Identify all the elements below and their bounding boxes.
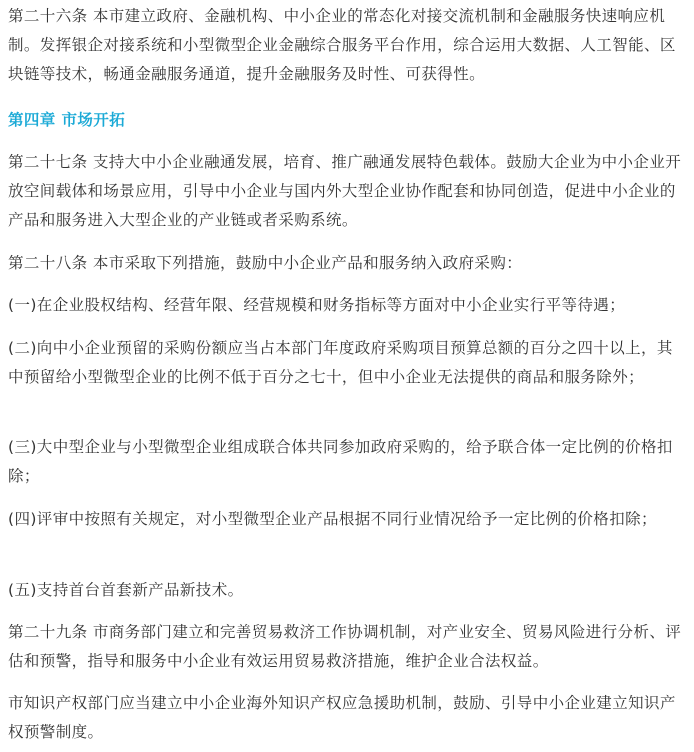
chapter-heading: 第四章 市场开拓 — [8, 111, 126, 129]
measure-3-item: (三)大中型企业与小型微型企业组成联合体共同参加政府采购的，给予联合体一定比例的价格扣除； — [8, 438, 673, 485]
measure-4-item: (四)评审中按照有关规定，对小型微型企业产品根据不同行业情况给予一定比例的价格扣除； — [8, 510, 657, 528]
measure-5-item: (五)支持首台首套新产品新技术。 — [8, 581, 244, 599]
article-27-paragraph: 第二十七条 支持大中小企业融通发展，培育、推广融通发展特色载体。鼓励大企业为中小企业开放空间载体和场景应用，引导中小企业与国内外大型企业协作配套和协同创造，促进中小企业的产品和服务进入大型企业的产业链或者采购系统。 — [8, 153, 682, 229]
measure-2-item: (二)向中小企业预留的采购份额应当占本部门年度政府采购项目预算总额的百分之四十以上，其中预留给小型微型企业的比例不低于百分之七十，但中小企业无法提供的商品和服务除外； — [8, 339, 673, 386]
article-28-paragraph: 第二十八条 本市采取下列措施，鼓励中小企业产品和服务纳入政府采购： — [8, 254, 523, 272]
ip-paragraph: 市知识产权部门应当建立中小企业海外知识产权应急援助机制，鼓励、引导中小企业建立知识产权预警制度。 — [8, 694, 676, 741]
article-29-paragraph: 第二十九条 市商务部门建立和完善贸易救济工作协调机制，对产业安全、贸易风险进行分析、评估和预警，指导和服务中小企业有效运用贸易救济措施，维护企业合法权益。 — [8, 623, 682, 670]
measure-1-item: (一)在企业股权结构、经营年限、经营规模和财务指标等方面对中小企业实行平等待遇； — [8, 296, 626, 314]
article-26-paragraph: 第二十六条 本市建立政府、金融机构、中小企业的常态化对接交流机制和金融服务快速响应机制。发挥银企对接系统和小型微型企业金融综合服务平台作用，综合运用大数据、人工智能、区块链等技术，畅通金融服务通道，提升金融服务及时性、可获得性。 — [8, 7, 676, 83]
